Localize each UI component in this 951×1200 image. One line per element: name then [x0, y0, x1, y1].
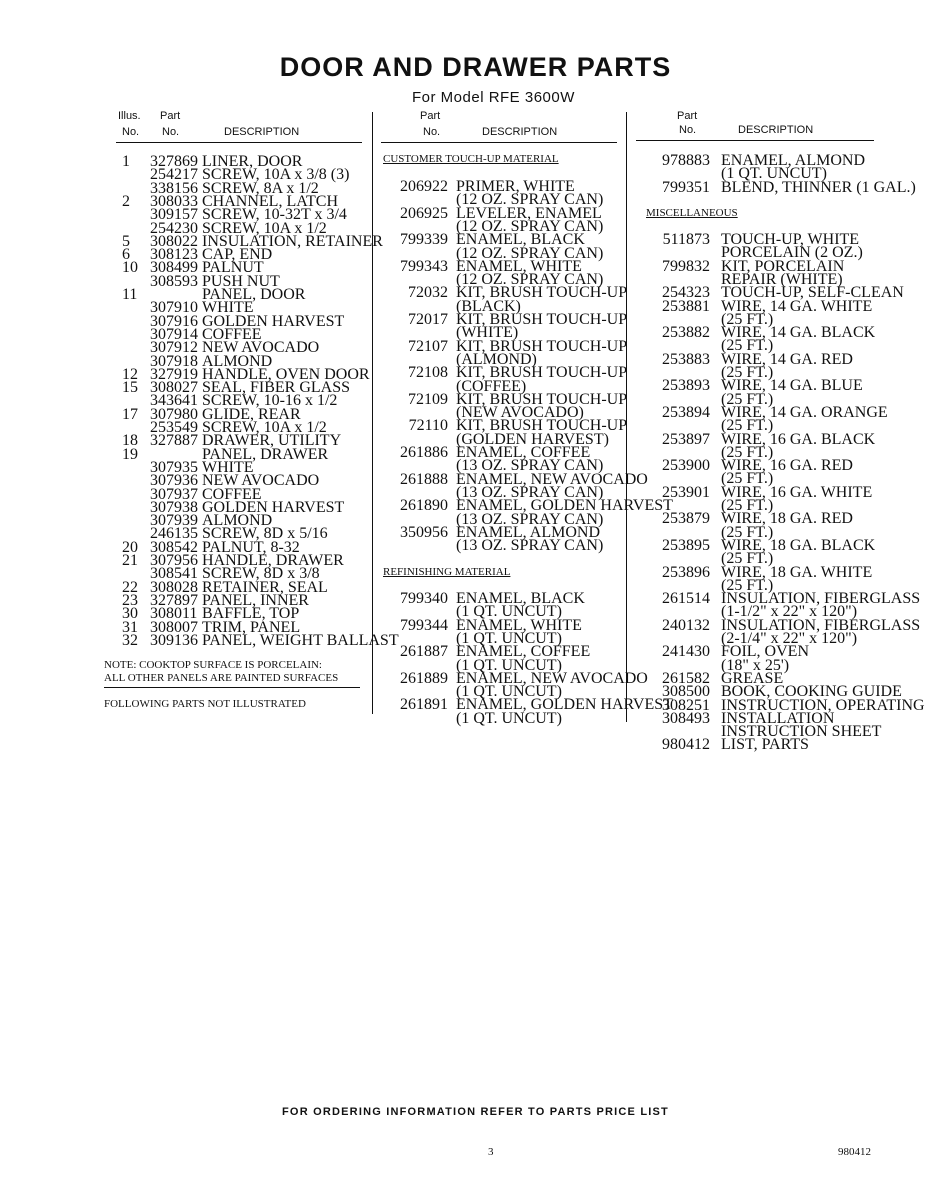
part-description: GLIDE, REAR	[202, 405, 301, 423]
part-number: 308500	[662, 683, 710, 701]
part-description: LEVELER, ENAMEL	[456, 204, 602, 222]
part-description: BLEND, THINNER (1 GAL.)	[721, 178, 916, 196]
part-number: 72032	[408, 284, 448, 302]
illus-number: 11	[122, 286, 138, 303]
illus-number: 6	[122, 246, 130, 264]
part-description: ENAMEL, NEW AVOCADO	[456, 470, 648, 488]
col2-header-part: Part	[420, 110, 441, 122]
part-description: (12 OZ. SPRAY CAN)	[456, 217, 604, 235]
part-number: 307912	[150, 339, 198, 357]
part-description: PANEL, INNER	[202, 591, 309, 609]
part-description: (25 FT.)	[721, 364, 774, 381]
page-number: 3	[488, 1146, 494, 1158]
part-description: (1 QT. UNCUT)	[456, 629, 562, 647]
col3-header-no: No.	[679, 124, 697, 136]
part-description: SCREW, 10-32T x 3/4	[202, 206, 347, 224]
part-description: SCREW, 8D x 3/8	[202, 565, 320, 583]
part-number: 261582	[662, 669, 710, 687]
part-description: ENAMEL, GOLDEN HARVEST	[456, 696, 673, 714]
part-description: (COFFEE)	[456, 377, 527, 395]
col1-header-illus: Illus.	[118, 110, 141, 122]
part-number: 308541	[150, 565, 198, 583]
col1-header-rule	[116, 142, 362, 143]
part-description: WIRE, 16 GA. RED	[721, 457, 853, 475]
illus-number: 20	[122, 538, 138, 556]
part-number: 307939	[150, 512, 198, 530]
illus-number: 18	[122, 432, 138, 450]
part-number: 799339	[400, 231, 448, 249]
part-description: (25 FT.)	[721, 337, 774, 355]
part-description: SCREW, 8D x 5/16	[202, 525, 328, 543]
part-number: 308542	[150, 538, 198, 556]
part-number: 261890	[400, 497, 448, 515]
col3-header-description: DESCRIPTION	[738, 124, 814, 136]
part-description: ENAMEL, WHITE	[456, 257, 582, 275]
part-description: PUSH NUT	[202, 272, 280, 290]
illus-number: 23	[122, 591, 138, 609]
part-number: 308493	[662, 709, 710, 727]
cooktop-note-line-1: NOTE: COOKTOP SURFACE IS PORCELAIN:	[104, 659, 322, 671]
part-description: (1 QT. UNCUT)	[456, 656, 562, 674]
part-description: PANEL, DRAWER	[202, 445, 329, 463]
part-description: ENAMEL, BLACK	[456, 590, 585, 607]
part-description: (25 FT.)	[721, 550, 774, 568]
col3-header-part: Part	[677, 110, 698, 122]
part-description: (WHITE)	[456, 324, 519, 342]
col2-header-rule	[381, 142, 617, 143]
section-refinishing: REFINISHING MATERIAL	[383, 566, 511, 578]
col1-header-part: Part	[160, 110, 181, 122]
part-description: (25 FT.)	[721, 576, 774, 594]
part-description: ENAMEL, NEW AVOCADO	[456, 669, 648, 687]
part-number: 327887	[150, 432, 198, 450]
part-description: RETAINER, SEAL	[202, 578, 328, 596]
part-number: 308022	[150, 232, 198, 250]
part-number: 206925	[400, 204, 448, 222]
part-number: 72107	[408, 337, 448, 355]
part-description: (25 FT.)	[721, 443, 774, 461]
part-description: DRAWER, UTILITY	[202, 432, 342, 450]
part-description: (13 OZ. SPRAY CAN)	[456, 457, 604, 475]
part-description: (1 QT. UNCUT)	[456, 683, 562, 701]
col1-header-description: DESCRIPTION	[224, 126, 300, 138]
part-number: 206922	[400, 178, 448, 195]
note-rule	[104, 687, 360, 688]
part-number: 72109	[408, 390, 448, 408]
part-number: 980412	[662, 736, 710, 754]
part-number: 307938	[150, 498, 198, 516]
part-description: KIT, BRUSH TOUCH-UP	[456, 390, 628, 408]
part-number: 246135	[150, 525, 198, 543]
part-description: CAP, END	[202, 246, 273, 264]
part-description: ENAMEL, COFFEE	[456, 643, 591, 661]
part-description: INSTRUCTION SHEET	[721, 723, 882, 741]
part-description: INSTALLATION	[721, 709, 835, 727]
part-description: WIRE, 14 GA. BLUE	[721, 377, 863, 395]
part-description: (1 QT. UNCUT)	[721, 165, 827, 183]
illus-number: 21	[122, 552, 138, 569]
part-description: (1-1/2" x 22" x 120")	[721, 603, 858, 621]
part-description: KIT, BRUSH TOUCH-UP	[456, 417, 628, 435]
section-customer-touch-up: CUSTOMER TOUCH-UP MATERIAL	[383, 153, 559, 165]
part-description: PANEL, DOOR	[202, 286, 306, 303]
part-description: PALNUT, 8-32	[202, 538, 300, 556]
part-description: BAFFLE, TOP	[202, 605, 300, 623]
part-description: SEAL, FIBER GLASS	[202, 379, 351, 397]
part-description: PORCELAIN (2 OZ.)	[721, 244, 863, 262]
part-description: ENAMEL, BLACK	[456, 231, 585, 249]
part-number: 799343	[400, 257, 448, 275]
part-description: ENAMEL, GOLDEN HARVEST	[456, 497, 673, 515]
cooktop-note-line-2: ALL OTHER PANELS ARE PAINTED SURFACES	[104, 672, 339, 684]
part-number: 308033	[150, 192, 198, 210]
page-title: DOOR AND DRAWER PARTS	[279, 52, 672, 82]
part-description: KIT, BRUSH TOUCH-UP	[456, 311, 628, 328]
part-number: 799351	[662, 178, 710, 196]
part-description: GOLDEN HARVEST	[202, 312, 345, 330]
col3-header-rule	[636, 140, 874, 141]
part-number: 307910	[150, 299, 198, 317]
part-description: WIRE, 16 GA. WHITE	[721, 483, 873, 501]
part-description: SCREW, 10A x 1/2	[202, 219, 327, 237]
col1-header-no-illus: No.	[122, 126, 140, 138]
part-number: 253879	[662, 510, 710, 528]
part-description: WIRE, 16 GA. BLACK	[721, 430, 876, 448]
part-description: HANDLE, OVEN DOOR	[202, 365, 370, 383]
part-number: 799340	[400, 590, 448, 607]
part-description: (12 OZ. SPRAY CAN)	[456, 244, 604, 262]
part-number: 307937	[150, 485, 198, 503]
part-number: 308499	[150, 259, 198, 277]
part-number: 307916	[150, 312, 198, 330]
section-miscellaneous: MISCELLANEOUS	[646, 207, 738, 219]
part-description: (25 FT.)	[721, 417, 774, 435]
part-description: WIRE, 14 GA. ORANGE	[721, 403, 888, 421]
part-number: 253893	[662, 377, 710, 395]
part-number: 307914	[150, 325, 198, 343]
part-description: (25 FT.)	[721, 497, 774, 514]
part-number: 309136	[150, 631, 198, 649]
part-description: ENAMEL, COFFEE	[456, 444, 591, 461]
part-number: 308028	[150, 578, 198, 596]
part-description: (13 OZ. SPRAY CAN)	[456, 483, 604, 501]
part-description: ENAMEL, ALMOND	[456, 523, 600, 541]
illus-number: 10	[122, 259, 138, 277]
part-description: LINER, DOOR	[202, 153, 303, 170]
part-number: 261886	[400, 444, 448, 461]
part-description: WHITE	[202, 299, 254, 317]
part-description: INSULATION, FIBERGLASS	[721, 590, 921, 608]
part-number: 253881	[662, 297, 710, 315]
part-number: 261891	[400, 696, 448, 714]
part-description: TOUCH-UP, WHITE	[721, 231, 860, 248]
part-description: COFFEE	[202, 485, 262, 503]
part-description: GREASE	[721, 669, 784, 687]
part-number: 253900	[662, 457, 710, 475]
part-description: SCREW, 10-16 x 1/2	[202, 392, 338, 410]
illus-number: 12	[122, 365, 138, 383]
part-description: SCREW, 10A x 1/2	[202, 419, 327, 436]
part-number: 253882	[662, 324, 710, 342]
part-description: (ALMOND)	[456, 350, 537, 368]
part-number: 799832	[662, 257, 710, 275]
part-description: WIRE, 18 GA. WHITE	[721, 563, 873, 581]
part-number: 254217	[150, 166, 198, 184]
part-number: 978883	[662, 152, 710, 169]
illus-number: 15	[122, 379, 138, 397]
part-number: 307980	[150, 405, 198, 423]
part-description: (18" x 25')	[721, 656, 790, 674]
part-number: 253896	[662, 563, 710, 581]
illus-number: 32	[122, 631, 138, 649]
part-number: 511873	[662, 231, 710, 248]
part-number: 308593	[150, 272, 198, 290]
part-description: INSTRUCTION, OPERATING	[721, 696, 925, 714]
part-number: 799344	[400, 616, 448, 634]
part-number: 261889	[400, 669, 448, 687]
column-divider-1	[372, 112, 373, 714]
part-number: 253901	[662, 483, 710, 501]
part-number: 308123	[150, 246, 198, 264]
part-number: 308007	[150, 618, 198, 636]
part-number: 309157	[150, 206, 198, 224]
part-description: FOIL, OVEN	[721, 643, 809, 661]
part-description: (13 OZ. SPRAY CAN)	[456, 537, 604, 555]
not-illustrated-note: FOLLOWING PARTS NOT ILLUSTRATED	[104, 698, 306, 710]
illus-number: 31	[122, 618, 138, 636]
part-number: 72110	[408, 417, 448, 435]
part-description: COFFEE	[202, 325, 262, 343]
part-number: 253549	[150, 419, 198, 436]
part-description: KIT, BRUSH TOUCH-UP	[456, 337, 628, 355]
illus-number: 1	[122, 153, 130, 170]
col2-header-no: No.	[423, 126, 441, 138]
part-description: (12 OZ. SPRAY CAN)	[456, 271, 604, 289]
part-number: 261514	[662, 590, 710, 608]
part-description: WIRE, 18 GA. RED	[721, 510, 853, 528]
ordering-footer: FOR ORDERING INFORMATION REFER TO PARTS PRICE LIST	[282, 1106, 669, 1118]
part-description: NEW AVOCADO	[202, 339, 320, 357]
part-description: PALNUT	[202, 259, 264, 277]
part-description: KIT, PORCELAIN	[721, 257, 845, 275]
part-number: 72017	[408, 311, 448, 328]
part-description: ALMOND	[202, 512, 273, 530]
part-description: HANDLE, DRAWER	[202, 552, 344, 569]
part-number: 327869	[150, 153, 198, 170]
part-description: CHANNEL, LATCH	[202, 192, 338, 210]
part-number: 253895	[662, 536, 710, 554]
part-number: 307956	[150, 552, 198, 569]
part-description: PANEL, WEIGHT BALLAST	[202, 631, 399, 649]
illus-number: 30	[122, 605, 138, 623]
part-description: (25 FT.)	[721, 523, 774, 541]
part-description: NEW AVOCADO	[202, 472, 320, 490]
part-description: (BLACK)	[456, 297, 521, 315]
part-number: 261888	[400, 470, 448, 488]
part-number: 253883	[662, 350, 710, 368]
part-description: PRIMER, WHITE	[456, 178, 575, 195]
illus-number: 2	[122, 192, 130, 210]
part-number: 343641	[150, 392, 198, 410]
part-description: (1 QT. UNCUT)	[456, 603, 562, 621]
part-description: BOOK, COOKING GUIDE	[721, 683, 902, 701]
part-number: 307935	[150, 458, 198, 476]
part-number: 327897	[150, 591, 198, 609]
illus-number: 5	[122, 232, 130, 250]
part-number: 307936	[150, 472, 198, 490]
part-number: 338156	[150, 179, 198, 197]
part-description: TRIM, PANEL	[202, 618, 301, 636]
part-number: 308251	[662, 696, 710, 714]
part-description: ENAMEL, WHITE	[456, 616, 582, 634]
part-description: KIT, BRUSH TOUCH-UP	[456, 364, 628, 382]
part-description: TOUCH-UP, SELF-CLEAN	[721, 284, 904, 302]
part-description: (NEW AVOCADO)	[456, 404, 584, 422]
part-description: (13 OZ. SPRAY CAN)	[456, 510, 604, 528]
part-number: 307918	[150, 352, 198, 370]
part-description: (25 FT.)	[721, 470, 774, 488]
col2-header-description: DESCRIPTION	[482, 126, 558, 138]
part-description: REPAIR (WHITE)	[721, 270, 843, 288]
illus-number: 19	[122, 445, 138, 463]
model-subtitle: For Model RFE 3600W	[412, 89, 575, 106]
part-description: WIRE, 14 GA. WHITE	[721, 297, 873, 315]
part-description: (GOLDEN HARVEST)	[456, 430, 609, 448]
part-description: (25 FT.)	[721, 310, 774, 328]
part-description: LIST, PARTS	[721, 736, 809, 754]
part-description: WIRE, 14 GA. RED	[721, 350, 853, 368]
part-description: GOLDEN HARVEST	[202, 498, 345, 516]
part-number: 308011	[150, 605, 198, 623]
part-description: SCREW, 8A x 1/2	[202, 179, 319, 197]
part-description: WHITE	[202, 458, 254, 476]
part-description: WIRE, 14 GA. BLACK	[721, 324, 876, 342]
part-number: 240132	[662, 616, 710, 634]
part-description: KIT, BRUSH TOUCH-UP	[456, 284, 628, 302]
part-number: 254323	[662, 284, 710, 302]
part-description: (1 QT. UNCUT)	[456, 709, 562, 727]
part-description: (12 OZ. SPRAY CAN)	[456, 191, 604, 209]
part-number: 327919	[150, 365, 198, 383]
part-number: 350956	[400, 523, 448, 541]
part-description: INSULATION, FIBERGLASS	[721, 616, 921, 634]
document-number: 980412	[838, 1146, 871, 1158]
illus-number: 22	[122, 578, 138, 596]
part-description: SCREW, 10A x 3/8 (3)	[202, 166, 350, 184]
part-description: WIRE, 18 GA. BLACK	[721, 536, 876, 554]
part-number: 308027	[150, 379, 198, 397]
part-description: (25 FT.)	[721, 390, 774, 408]
part-description: (2-1/4" x 22" x 120")	[721, 630, 858, 647]
part-number: 253897	[662, 430, 710, 448]
part-description: ENAMEL, ALMOND	[721, 152, 865, 169]
part-number: 261887	[400, 643, 448, 661]
part-number: 241430	[662, 643, 710, 661]
part-number: 253894	[662, 403, 710, 421]
part-description: INSULATION, RETAINER	[202, 232, 383, 250]
col1-header-no-part: No.	[162, 126, 180, 138]
part-description: ALMOND	[202, 352, 273, 370]
illus-number: 17	[122, 405, 138, 423]
part-number: 254230	[150, 219, 198, 237]
part-number: 72108	[408, 364, 448, 382]
